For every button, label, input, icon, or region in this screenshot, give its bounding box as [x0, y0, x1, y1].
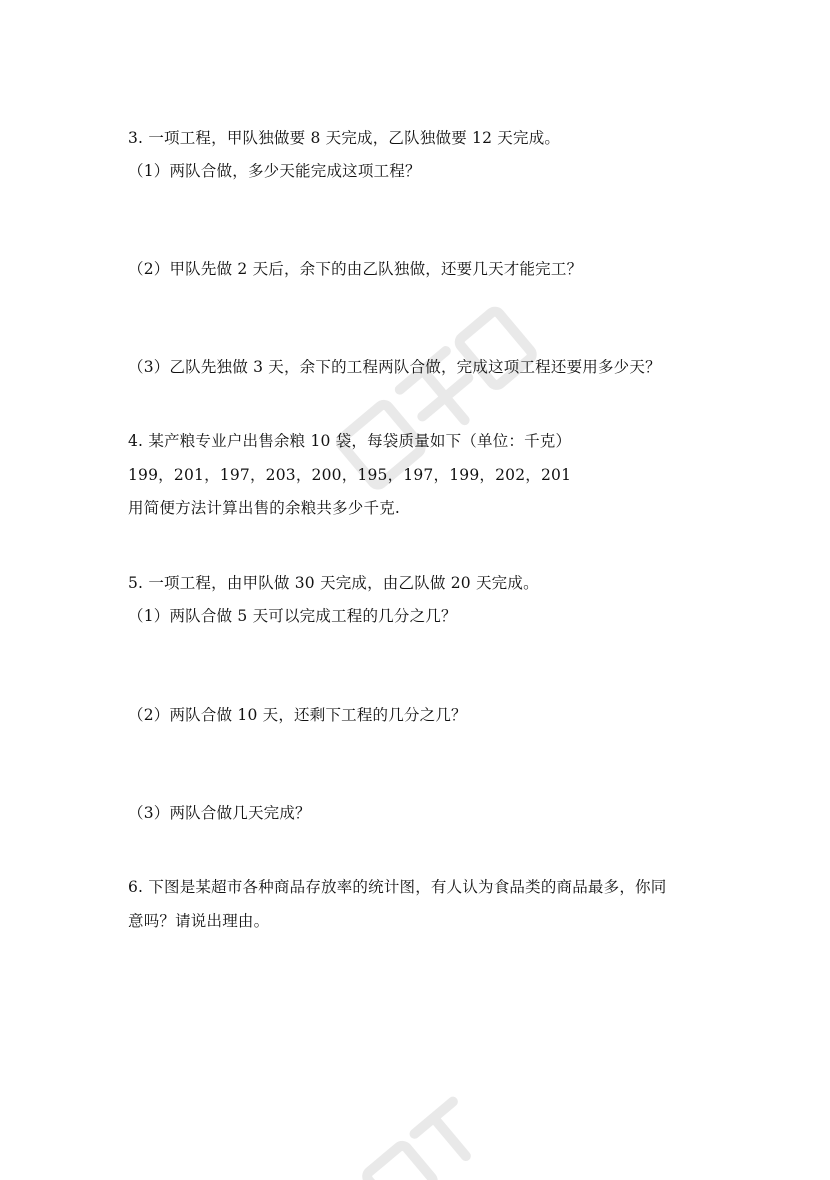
q5-part2: （2）两队合做 10 天，还剩下工程的几分之几？ [128, 706, 467, 724]
q5-stem: 5. 一项工程，由甲队做 30 天完成，由乙队做 20 天完成。 [128, 574, 539, 592]
watermark-graphic-bottom [330, 1080, 530, 1180]
q4-ask: 用简便方法计算出售的余粮共多少千克. [128, 499, 401, 517]
q6-stem-line1: 6. 下图是某超市各种商品存放率的统计图，有人认为食品类的商品最多，你同 [128, 878, 667, 896]
q3-part1: （1）两队合做，多少天能完成这项工程？ [128, 162, 421, 180]
q5-part1: （1）两队合做 5 天可以完成工程的几分之几？ [128, 607, 457, 625]
q5-part3: （3）两队合做几天完成？ [128, 804, 311, 822]
q6-stem-line2: 意吗？请说出理由。 [128, 912, 270, 930]
q4-data-line: 199，201，197，203，200，195，197，199，202，201 [128, 466, 572, 484]
q4-stem: 4. 某产粮专业户出售余粮 10 袋，每袋质量如下（单位：千克） [128, 432, 572, 450]
q3-part3: （3）乙队先独做 3 天，余下的工程两队合做，完成这项工程还要用多少天？ [128, 358, 661, 376]
q3-part2: （2）甲队先做 2 天后，余下的由乙队独做，还要几天才能完工？ [128, 260, 583, 278]
q3-stem: 3. 一项工程，甲队独做要 8 天完成，乙队独做要 12 天完成。 [128, 129, 561, 147]
